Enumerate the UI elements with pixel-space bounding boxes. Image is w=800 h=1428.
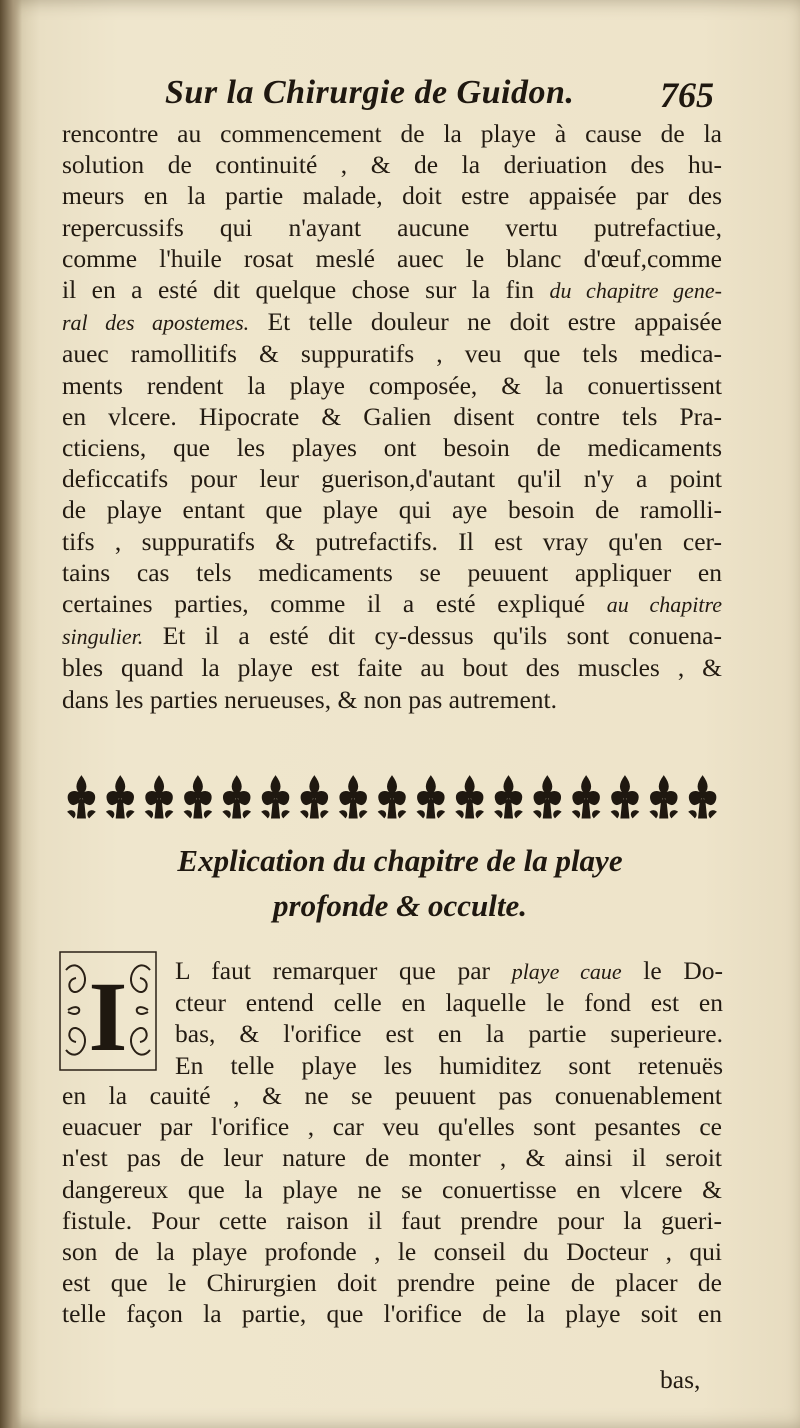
text-line: auec ramollitifs & suppuratifs , veu que tels medica- <box>62 339 722 369</box>
text-line: n'est pas de leur nature de monter , & ainsi il seroit <box>62 1143 722 1173</box>
text-line <box>62 620 722 652</box>
text-line: en la cauité , & ne se peuuent pas conuenablement <box>62 1081 722 1110</box>
running-title: Sur la Chirurgie de Guidon. <box>165 74 575 111</box>
text-fragment: certaines parties, comme il a esté expliqué <box>62 589 607 619</box>
text-line: bles quand la playe est faite au bout des muscles , & <box>62 653 722 683</box>
text-line: euacuer par l'orifice , car veu qu'elles sont pesantes ce <box>62 1112 722 1142</box>
italic-reference: singulier. <box>62 624 144 650</box>
fleuron-icon <box>456 776 484 818</box>
initial-letter: I <box>88 961 128 1072</box>
text-line: est que le Chirurgien doit prendre peine de placer de <box>62 1268 722 1298</box>
fleuron-icon <box>572 776 600 818</box>
text-fragment: L faut remarquer que par <box>175 956 512 985</box>
text-line: en vlcere. Hipocrate & Galien disent contre tels Pra- <box>62 401 722 431</box>
text-line: bas, & l'orifice est en la partie superieure. <box>175 1019 723 1049</box>
text-fragment: Et telle douleur ne doit estre appaisée <box>249 307 722 337</box>
text-line: cteur entend celle en laquelle le fond est en <box>175 988 723 1018</box>
fleuron-icon <box>62 772 722 824</box>
fleuron-icon <box>533 776 561 818</box>
fleuron-icon <box>689 776 717 818</box>
text-fragment: Et il a esté dit cy-dessus qu'ils sont conuena- <box>143 621 722 651</box>
fleuron-icon <box>67 776 95 818</box>
fleuron-icon <box>145 776 173 818</box>
text-line <box>62 306 722 338</box>
text-line: deficcatifs pour leur guerison,d'autant qu'il n'y a point <box>62 464 722 494</box>
fleuron-icon <box>106 776 134 818</box>
page-header <box>0 70 800 120</box>
text-line <box>175 955 723 987</box>
text-line: tains cas tels medicaments se peuuent appliquer en <box>62 557 722 587</box>
italic-term: playe caue <box>511 959 622 984</box>
fleuron-icon <box>184 776 212 818</box>
text-line: En telle playe les humiditez sont retenuës <box>175 1050 723 1080</box>
paragraph-2 <box>62 1080 722 1330</box>
text-fragment: il en a esté dit quelque chose sur la fin <box>62 275 550 305</box>
decorated-initial <box>58 950 158 1072</box>
text-line: cticiens, que les playes ont besoin de medicaments <box>62 433 722 463</box>
italic-reference: du chapitre gene- <box>549 278 723 304</box>
fleuron-icon <box>262 776 290 818</box>
text-line: dangereux que la playe ne se conuertisse en vlcere & <box>62 1174 722 1204</box>
fleuron-icon <box>339 776 367 818</box>
text-fragment: le Do- <box>621 956 724 985</box>
fleuron-ornament-row <box>62 772 722 824</box>
page-number: 765 <box>660 75 714 115</box>
paragraph-2-indented <box>175 955 723 1081</box>
fleuron-icon <box>611 776 639 818</box>
text-line: tifs , suppuratifs & putrefactifs. Il est vray qu'en cer- <box>62 526 722 556</box>
text-line: telle façon la partie, que l'orifice de la playe soit en <box>62 1299 722 1329</box>
text-line: dans les parties nerueuses, & non pas autrement. <box>62 684 557 714</box>
fleuron-icon <box>378 776 406 818</box>
fleuron-icon <box>650 776 678 818</box>
text-line: son de la playe profonde , le conseil du Docteur , qui <box>62 1237 722 1267</box>
section-title-line-1: Explication du chapitre de la playe <box>177 843 623 878</box>
text-line: fistule. Pour cette raison il faut prendre pour la gueri- <box>62 1205 722 1235</box>
text-line: de playe entant que playe qui aye besoin de ramolli- <box>62 495 722 525</box>
italic-reference: ral des apostemes. <box>62 310 250 336</box>
text-line: repercussifs qui n'ayant aucune vertu putrefactiue, <box>62 212 722 242</box>
text-line <box>62 588 722 620</box>
catchword: bas, <box>660 1365 701 1394</box>
text-line: meurs en la partie malade, doit estre appaisée par des <box>62 181 722 211</box>
text-line: ments rendent la playe composée, & la conuertissent <box>62 370 722 400</box>
book-gutter <box>0 0 22 1428</box>
paragraph-1 <box>62 118 722 715</box>
text-line <box>62 274 722 306</box>
text-line: comme l'huile rosat meslé auec le blanc d'œuf,comme <box>62 243 722 273</box>
text-line: solution de continuité , & de la deriuation des hu- <box>62 150 722 180</box>
italic-reference: au chapitre <box>606 592 723 618</box>
section-title-line-2: profonde & occulte. <box>273 888 527 923</box>
fleuron-icon <box>223 776 251 818</box>
fleuron-icon <box>300 776 328 818</box>
decorated-initial-icon <box>58 950 158 1072</box>
text-line: rencontre au commencement de la playe à cause de la <box>62 119 722 148</box>
fleuron-icon <box>417 776 445 818</box>
fleuron-icon <box>494 776 522 818</box>
